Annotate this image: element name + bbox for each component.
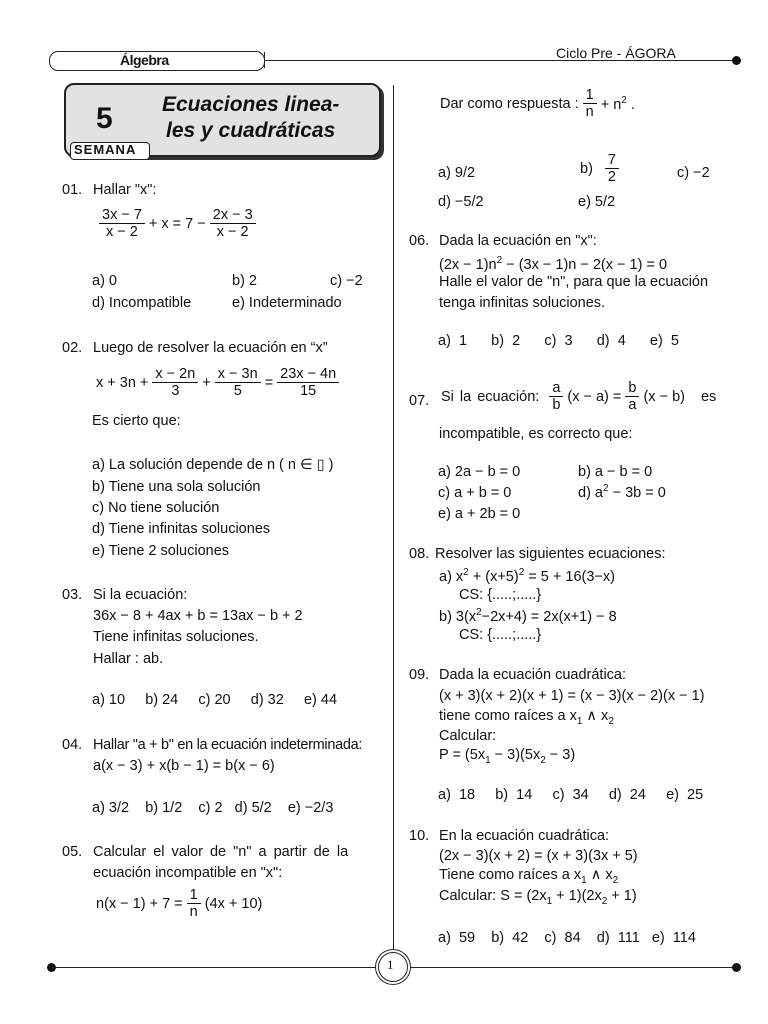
q08-part-b: b) $3(x^2-2x+4) = 2x(x+1) - 8$	[439, 607, 617, 625]
q08-part-a: a) $x^2 + (x+5)^2 = 5 + 16(3-x)$	[439, 567, 615, 585]
q05-num: 05.	[62, 844, 83, 860]
q03-line3: Hallar : ab.	[93, 651, 164, 667]
q02-num: 02.	[62, 340, 83, 356]
q05-option-a: a) 9/2	[438, 165, 476, 181]
q06-options: a) 1 b) 2 c) 3 d) 4 e) 5	[438, 333, 679, 349]
q01-num: 01.	[62, 182, 83, 198]
column-divider	[393, 85, 394, 955]
title-line2: les y cuadráticas	[166, 119, 336, 142]
q10-equation: (2x − 3)(x + 2) = (x + 3)(3x + 5)	[439, 848, 638, 864]
footer-page-number: 1	[387, 957, 394, 972]
q05-option-b: b) $\frac{7}{2}$	[578, 152, 621, 185]
q03-num: 03.	[62, 587, 83, 603]
q08-text: Resolver las siguientes ecuaciones:	[435, 546, 666, 562]
q08-cs-b: CS: {.....;.....}	[459, 627, 542, 643]
title-week: SEMANA	[74, 142, 137, 157]
q02-text: Luego de resolver la ecuación en “x”	[93, 340, 328, 356]
q02-option-c: c) No tiene solución	[92, 500, 220, 516]
q10-calc: Calcular: $S = (2x_1 + 1)(2x_2 + 1)$	[439, 888, 637, 907]
q05-equation: n(x − 1) + 7 = $\frac{1}{n}$ (4x + 10)	[96, 887, 263, 920]
q07-option-b: b) a − b = 0	[578, 464, 653, 480]
footer-line-left	[52, 967, 378, 968]
q01-option-a: a) 0	[92, 273, 117, 289]
q06-equation: $(2x - 1)n^2 - (3x - 1)n - 2(x - 1) = 0$	[439, 255, 668, 273]
q07-option-c: c) a + b = 0	[438, 485, 512, 501]
q02-option-a: a) La solución depende de n ( n ∈ ▯ )	[92, 457, 334, 473]
q03-equation: 36x − 8 + 4ax + b = 13ax − b + 2	[93, 608, 303, 624]
q02-option-b: b) Tiene una sola solución	[92, 479, 261, 495]
q06-text: Dada la ecuación en "x":	[439, 233, 597, 249]
q02-cierto: Es cierto que:	[92, 413, 181, 429]
q07-option-e: e) a + 2b = 0	[438, 506, 521, 522]
q10-roots: Tiene como raíces a $x_1$ ∧ $x_2$	[439, 867, 619, 886]
q06-num: 06.	[409, 233, 430, 249]
q07-option-d: d) $a^2 - 3b = 0$	[578, 483, 666, 501]
header-line-tick	[264, 52, 265, 68]
q05-option-d: d) −5/2	[438, 194, 484, 210]
q02-option-e: e) Tiene 2 soluciones	[92, 543, 230, 559]
header-cycle: Ciclo Pre - ÁGORA	[556, 45, 676, 61]
q05-response: Dar como respuesta : $\frac{1}{n}$ + $n^2$ .	[440, 87, 635, 120]
q04-equation: a(x − 3) + x(b − 1) = b(x − 6)	[93, 758, 275, 774]
q10-num: 10.	[409, 828, 430, 844]
q05-line1: Calcular el valor de "n" a partir de la	[93, 844, 349, 860]
q01-option-d: d) Incompatible	[92, 295, 192, 311]
footer-dot-right	[732, 963, 741, 972]
q06-line4: tenga infinitas soluciones.	[439, 295, 606, 311]
q03-options: a) 10 b) 24 c) 20 d) 32 e) 44	[92, 692, 338, 708]
q03-line2: Tiene infinitas soluciones.	[93, 629, 259, 645]
q03-text: Si la ecuación:	[93, 587, 188, 603]
q09-expression: $P = (5x_1 - 3)(5x_2 - 3)$	[439, 747, 576, 766]
q05-option-e: e) 5/2	[578, 194, 616, 210]
q08-num: 08.	[409, 546, 430, 562]
header-dot	[732, 56, 741, 65]
q07-line2: incompatible, es correcto que:	[439, 426, 633, 442]
q07-num: 07.	[409, 393, 430, 409]
q09-equation: (x + 3)(x + 2)(x + 1) = (x − 3)(x − 2)(x − 1)	[439, 688, 705, 704]
q10-text: En la ecuación cuadrática:	[439, 828, 610, 844]
footer-line-right	[410, 967, 736, 968]
q07-option-a: a) 2a − b = 0	[438, 464, 521, 480]
title-number: 5	[96, 102, 113, 135]
q01-option-e: e) Indeterminado	[232, 295, 342, 311]
q06-line3: Halle el valor de "n", para que la ecuación	[439, 274, 709, 290]
q04-options: a) 3/2 b) 1/2 c) 2 d) 5/2 e) −2/3	[92, 800, 334, 816]
q05-option-c: c) −2	[677, 165, 710, 181]
q02-equation: x + 3n + $\frac{x - 2n}{3}$ + $\frac{x - 3n}{5}$ = $\frac{23x - 4n}{15}$	[94, 366, 341, 399]
header-subject: Álgebra	[120, 52, 169, 68]
q04-text: Hallar "a + b" en la ecuación indeterminada:	[93, 737, 363, 753]
q08-cs-a: CS: {.....;.....}	[459, 587, 542, 603]
q07-equation: Si la ecuación: $\frac{a}{b}$ (x − a) = $\frac{b}{a}$ (x − b) es	[441, 380, 717, 413]
q09-options: a) 18 b) 14 c) 34 d) 24 e) 25	[438, 787, 704, 803]
q01-option-b: b) 2	[232, 273, 257, 289]
q09-roots: tiene como raíces a $x_1$ ∧ $x_2$	[439, 708, 614, 727]
q10-options: a) 59 b) 42 c) 84 d) 111 e) 114	[438, 930, 696, 946]
q09-calc: Calcular:	[439, 728, 497, 744]
q04-num: 04.	[62, 737, 83, 753]
q09-text: Dada la ecuación cuadrática:	[439, 667, 627, 683]
q01-option-c: c) −2	[330, 273, 363, 289]
q05-line2: ecuación incompatible en "x":	[93, 865, 283, 881]
q01-text: Hallar "x":	[93, 182, 157, 198]
title-line1: Ecuaciones linea-	[162, 93, 340, 116]
q01-equation: $\frac{3x - 7}{x - 2}$ + x = 7 − $\frac{2x - 3}{x - 2}$	[97, 207, 258, 240]
q02-option-d: d) Tiene infinitas soluciones	[92, 521, 271, 537]
q09-num: 09.	[409, 667, 430, 683]
